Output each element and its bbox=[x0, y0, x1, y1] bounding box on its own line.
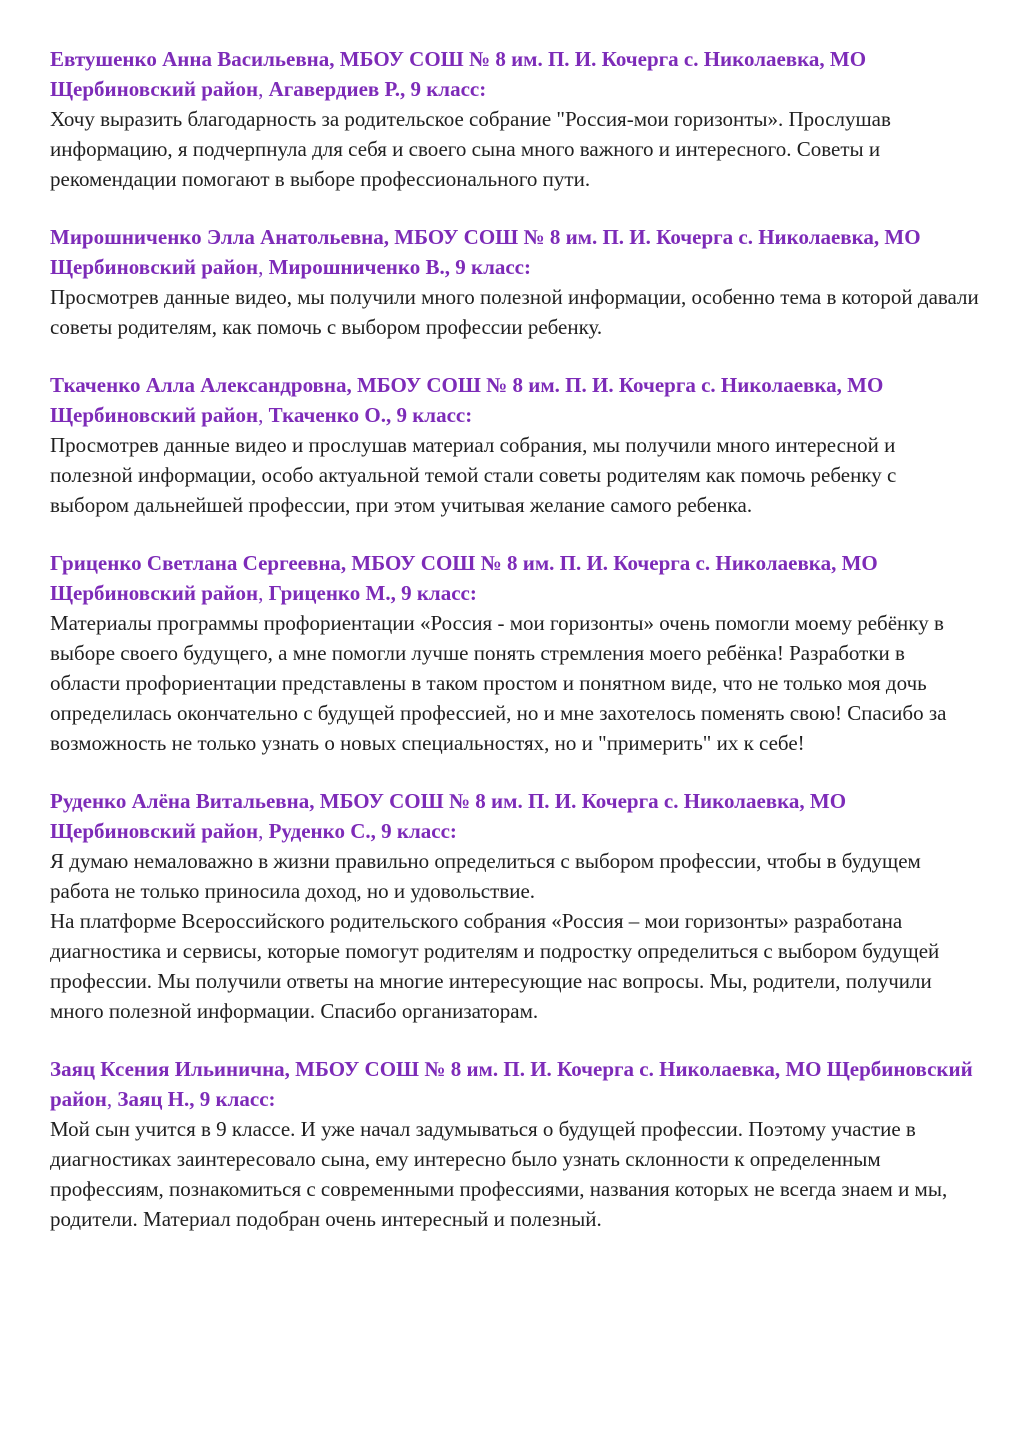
parent-author: Заяц Ксения Ильинична, МБОУ СОШ № 8 им. П. И. Кочерга с. Николаевка, МО Щербиновский район bbox=[50, 1057, 973, 1111]
feedback-paragraph: Я думаю немаловажно в жизни правильно определиться с выбором профессии, чтобы в будущем работа не только приносила доход, но и удовольствие. bbox=[50, 849, 921, 903]
entry-heading: Заяц Ксения Ильинична, МБОУ СОШ № 8 им. П. И. Кочерга с. Николаевка, МО Щербиновский район, Заяц Н., 9 класс: bbox=[50, 1057, 973, 1111]
feedback-paragraph: Просмотрев данные видео и прослушав материал собрания, мы получили много интересной и полезной информации, особо актуальной темой стали советы родителям как помочь ребенку с выбором дальнейшей профессии, при этом учитывая желание самого ребенка. bbox=[50, 433, 897, 517]
entry-heading: Евтушенко Анна Васильевна, МБОУ СОШ № 8 им. П. И. Кочерга с. Николаевка, МО Щербиновский район, Агавердиев Р., 9 класс: bbox=[50, 47, 867, 101]
feedback-entry-5 bbox=[50, 786, 980, 1026]
feedback-paragraph: Материалы программы профориентации «Россия - мои горизонты» очень помогли моему ребёнку в выборе своего будущего, а мне помогли лучше понять стремления моего ребёнка! Разработки в области профориентации представлены в таком простом и понятном виде, что не только моя дочь определилась окончательно с будущей профессией, но и мне захотелось поменять свою! Спасибо за возможность не только узнать о новых специальностях, но и "примерить" их к себе! bbox=[50, 611, 947, 755]
student-info: Заяц Н., 9 класс: bbox=[117, 1087, 276, 1111]
entry-heading: Мирошниченко Элла Анатольевна, МБОУ СОШ № 8 им. П. И. Кочерга с. Николаевка, МО Щербиновский район, Мирошниченко В., 9 класс: bbox=[50, 225, 921, 279]
parent-author: Мирошниченко Элла Анатольевна, МБОУ СОШ № 8 им. П. И. Кочерга с. Николаевка, МО Щербиновский район bbox=[50, 225, 921, 279]
feedback-paragraph: На платформе Всероссийского родительского собрания «Россия – мои горизонты» разработана диагностика и сервисы, которые помогут родителям и подростку определиться с выбором будущей профессии. Мы получили ответы на многие интересующие нас вопросы. Мы, родители, получили много полезной информации. Спасибо организаторам. bbox=[50, 909, 940, 1023]
feedback-paragraph: Мой сын учится в 9 классе. И уже начал задумываться о будущей профессии. Поэтому участие в диагностиках заинтересовало сына, ему интересно было узнать склонности к определенным профессиям, познакомиться с современными профессиями, названия которых не всегда знаем и мы, родители. Материал подобран очень интересный и полезный. bbox=[50, 1117, 948, 1231]
entry-body bbox=[50, 846, 980, 1026]
entry-body bbox=[50, 430, 980, 520]
parent-author: Руденко Алёна Витальевна, МБОУ СОШ № 8 им. П. И. Кочерга с. Николаевка, МО Щербиновский район bbox=[50, 789, 847, 843]
entry-heading: Гриценко Светлана Сергеевна, МБОУ СОШ № 8 им. П. И. Кочерга с. Николаевка, МО Щербиновский район, Гриценко М., 9 класс: bbox=[50, 551, 878, 605]
parent-author: Евтушенко Анна Васильевна, МБОУ СОШ № 8 им. П. И. Кочерга с. Николаевка, МО Щербиновский район bbox=[50, 47, 867, 101]
parent-author: Гриценко Светлана Сергеевна, МБОУ СОШ № 8 им. П. И. Кочерга с. Николаевка, МО Щербиновский район bbox=[50, 551, 878, 605]
student-info: Мирошниченко В., 9 класс: bbox=[268, 255, 531, 279]
feedback-paragraph: Просмотрев данные видео, мы получили много полезной информации, особенно тема в которой давали советы родителям, как помочь с выбором профессии ребенку. bbox=[50, 285, 979, 339]
student-info: Агавердиев Р., 9 класс: bbox=[268, 77, 487, 101]
feedback-paragraph: Хочу выразить благодарность за родительское собрание "Россия-мои горизонты». Прослушав информацию, я подчерпнула для себя и своего сына много важного и интересного. Советы и рекомендации помогают в выборе профессионального пути. bbox=[50, 107, 891, 191]
student-info: Руденко С., 9 класс: bbox=[268, 819, 457, 843]
feedback-entry-4 bbox=[50, 548, 980, 758]
entry-heading: Руденко Алёна Витальевна, МБОУ СОШ № 8 им. П. И. Кочерга с. Николаевка, МО Щербиновский район, Руденко С., 9 класс: bbox=[50, 789, 847, 843]
feedback-entry-2 bbox=[50, 222, 980, 342]
feedback-entry-6 bbox=[50, 1054, 980, 1234]
entry-heading: Ткаченко Алла Александровна, МБОУ СОШ № 8 им. П. И. Кочерга с. Николаевка, МО Щербиновский район, Ткаченко О., 9 класс: bbox=[50, 373, 884, 427]
document-page bbox=[50, 44, 980, 1262]
student-info: Гриценко М., 9 класс: bbox=[268, 581, 477, 605]
entry-body bbox=[50, 104, 980, 194]
feedback-entry-1 bbox=[50, 44, 980, 194]
feedback-entry-3 bbox=[50, 370, 980, 520]
parent-author: Ткаченко Алла Александровна, МБОУ СОШ № 8 им. П. И. Кочерга с. Николаевка, МО Щербиновский район bbox=[50, 373, 884, 427]
student-info: Ткаченко О., 9 класс: bbox=[268, 403, 473, 427]
entry-body bbox=[50, 608, 980, 758]
entry-body bbox=[50, 282, 980, 342]
entry-body bbox=[50, 1114, 980, 1234]
